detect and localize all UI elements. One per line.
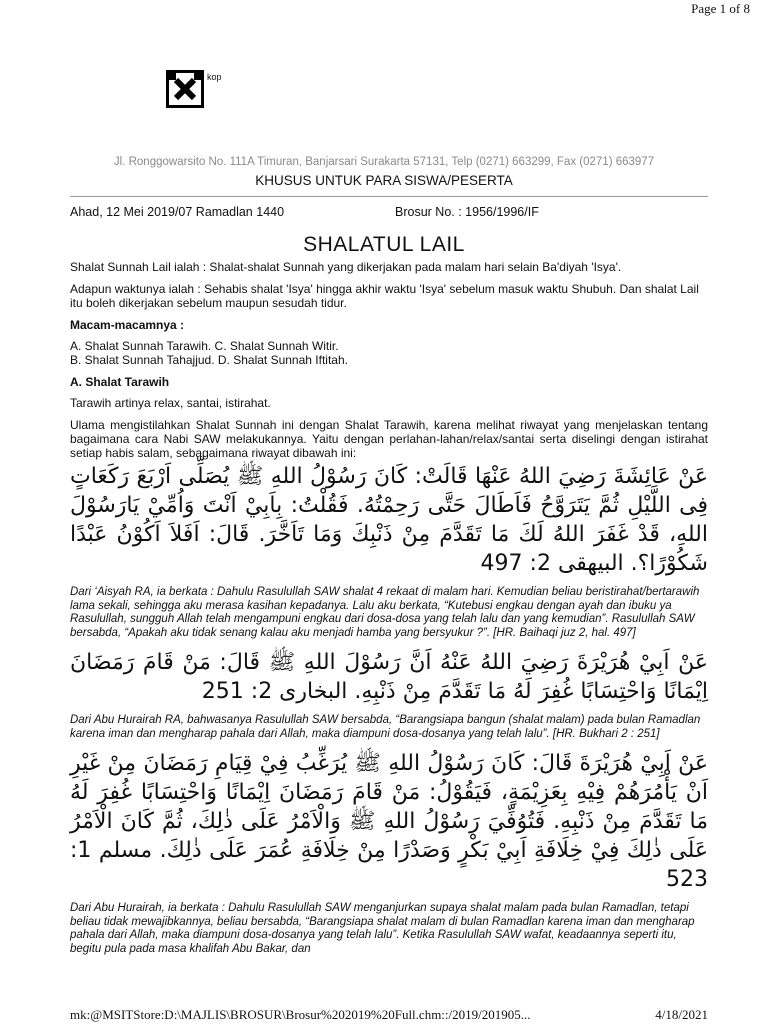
hadith-translation: Dari ‘Aisyah RA, ia berkata : Dahulu Rasulullah SAW shalat 4 rekaat di malam hari. Kemudian beliau beristirahat/bertarawih lama sekali, sehingga aku merasa kasihan kepadanya. Lalu aku berkata, “Kutebusi engkau dengan ayah dan ibuku ya Rasulullah, sungguh Allah telah mengampuni engkau dari dosa-dosa yang telah lalu dan yang kemudian”. Rasulullah SAW bersabda, “Apakah aku tidak senang kalau aku menjadi hamba yang bersyukur ?”. [HR. Baihaqi juz 2, hal. 497] xyxy=(70,586,700,639)
hadith-arabic: عَنْ اَبِيْ هُرَيْرَةَ قَالَ: كَانَ رَسُوْلُ اللهِ ﷺ يُرَغِّبُ فِيْ قِيَامِ رَمَضَانَ مِنْ غَيْرِ اَنْ يَأْمُرَهُمْ فِيْهِ بِعَزِيْمَةٍ، فَيَقُوْلُ: مَنْ قَامَ رَمَضَانَ اِيْمَانًا وَاحْتِسَابًا غُفِرَ لَهُ مَا تَقَدَّمَ مِنْ ذَنْبِهِ. فَتُوُفِّيَ رَسُوْلُ اللهِ ﷺ وَالْاَمْرُ عَلَى ذٰلِكَ، ثُمَّ كَانَ الْاَمْرُ عَلَى ذٰلِكَ فِيْ خِلَافَةِ اَبِيْ بَكْرٍ وَصَدْرًا مِنْ خِلَافَةِ عُمَرَ عَلَى ذٰلِكَ. مسلم 1: 523 xyxy=(70,751,708,892)
brosur-number: Brosur No. : 1956/1996/IF xyxy=(395,205,539,219)
hadith-translation: Dari Abu Hurairah, ia berkata : Dahulu Rasulullah SAW menganjurkan supaya shalat malam pada bulan Ramadlan, tetapi beliau tidak mewajibkannya, beliau bersabda, “Barangsiapa shalat malam di bulan Ramadlan karena iman dan mengharap pahala dari Allah, maka diampuni dosa-dosanya yang telah lalu”. Ketika Rasulullah SAW wafat, keadaannya seperti itu, begitu pula pada masa khalifah Abu Bakar, dan xyxy=(70,902,695,955)
logo-caption: kop xyxy=(207,72,222,82)
date-line: Ahad, 12 Mei 2019/07 Ramadlan 1440 xyxy=(70,205,285,219)
page-number: Page 1 of 8 xyxy=(691,1,750,16)
divider xyxy=(70,196,708,197)
audience-note: KHUSUS UNTUK PARA SISWA/PESERTA xyxy=(255,173,513,188)
types-line: A. Shalat Sunnah Tarawih. C. Shalat Sunnah Witir. xyxy=(70,339,339,353)
broken-image-icon xyxy=(166,70,204,108)
footer-file-path: mk:@MSITStore:D:\MAJLIS\BROSUR\Brosur%202019%20Full.chm::/2019/201905... xyxy=(70,1007,531,1022)
page-title: SHALATUL LAIL xyxy=(303,233,465,256)
intro-paragraph: Shalat Sunnah Lail ialah : Shalat-shalat Sunnah yang dikerjakan pada malam hari selain Ba'diyah 'Isya'. xyxy=(70,260,622,274)
footer-date: 4/18/2021 xyxy=(655,1007,708,1022)
hadith-arabic: عَنْ عَائِشَةَ رَضِيَ اللهُ عَنْهَا قَالَتْ: كَانَ رَسُوْلُ اللهِ ﷺ يُصَلِّى اَرْبَعَ رَكَعَاتٍ فِى اللَّيْلِ ثُمَّ يَتَرَوَّحُ فَاَطَالَ حَتَّى رَحِمْتُهُ. فَقُلْتُ: بِاَبِيْ اَنْتَ وَاُمِّيْ يَارَسُوْلَ اللهِ، قَدْ غَفَرَ اللهُ لَكَ مَا تَقَدَّمَ مِنْ ذَنْبِكَ وَمَا تَاَخَّرَ. قَالَ: اَفَلاَ اَكُوْنُ عَبْدًا شَكُوْرًا؟. البيهقى 2: 497 xyxy=(70,464,708,576)
address-line: Jl. Ronggowarsito No. 111A Timuran, Banjarsari Surakarta 57131, Telp (0271) 663299, Fax (0271) 663977 xyxy=(113,156,655,168)
types-list xyxy=(70,339,708,367)
hadith-translation: Dari Abu Hurairah RA, bahwasanya Rasulullah SAW bersabda, “Barangsiapa bangun (shalat malam) pada bulan Ramadlan karena iman dan mengharap pahala dari Allah, maka diampuni dosa-dosanya yang telah lalu”. [HR. Bukhari 2 : 251] xyxy=(70,714,701,740)
types-heading: Macam-macamnya : xyxy=(70,318,185,332)
ulama-paragraph: Ulama mengistilahkan Shalat Sunnah ini dengan Shalat Tarawih, karena melihat riwayat yang menjelaskan tentang bagaimana cara Nabi SAW melakukannya. Yaitu dengan perlahan-lahan/relax/santai serta diselingi dengan istirahat setiap habis salam, sebagaimana riwayat dibawah ini: xyxy=(70,418,708,460)
section-heading-tarawih: A. Shalat Tarawih xyxy=(70,375,170,389)
tarawih-definition: Tarawih artinya relax, santai, istirahat. xyxy=(70,396,271,410)
types-line: B. Shalat Sunnah Tahajjud. D. Shalat Sunnah Iftitah. xyxy=(70,353,348,367)
time-paragraph: Adapun waktunya ialah : Sehabis shalat 'Isya' hingga akhir waktu 'Isya' sebelum masuk waktu Shubuh. Dan shalat Lail itu boleh dikerjakan sebelum maupun sesudah tidur. xyxy=(70,282,699,310)
hadith-arabic: عَنْ اَبِيْ هُرَيْرَةَ رَضِيَ اللهُ عَنْهُ اَنَّ رَسُوْلَ اللهِ ﷺ قَالَ: مَنْ قَامَ رَمَضَانَ اِيْمَانًا وَاحْتِسَابًا غُفِرَ لَهُ مَا تَقَدَّمَ مِنْ ذَنْبِهِ. البخارى 2: 251 xyxy=(70,650,708,704)
document-body xyxy=(70,260,708,964)
